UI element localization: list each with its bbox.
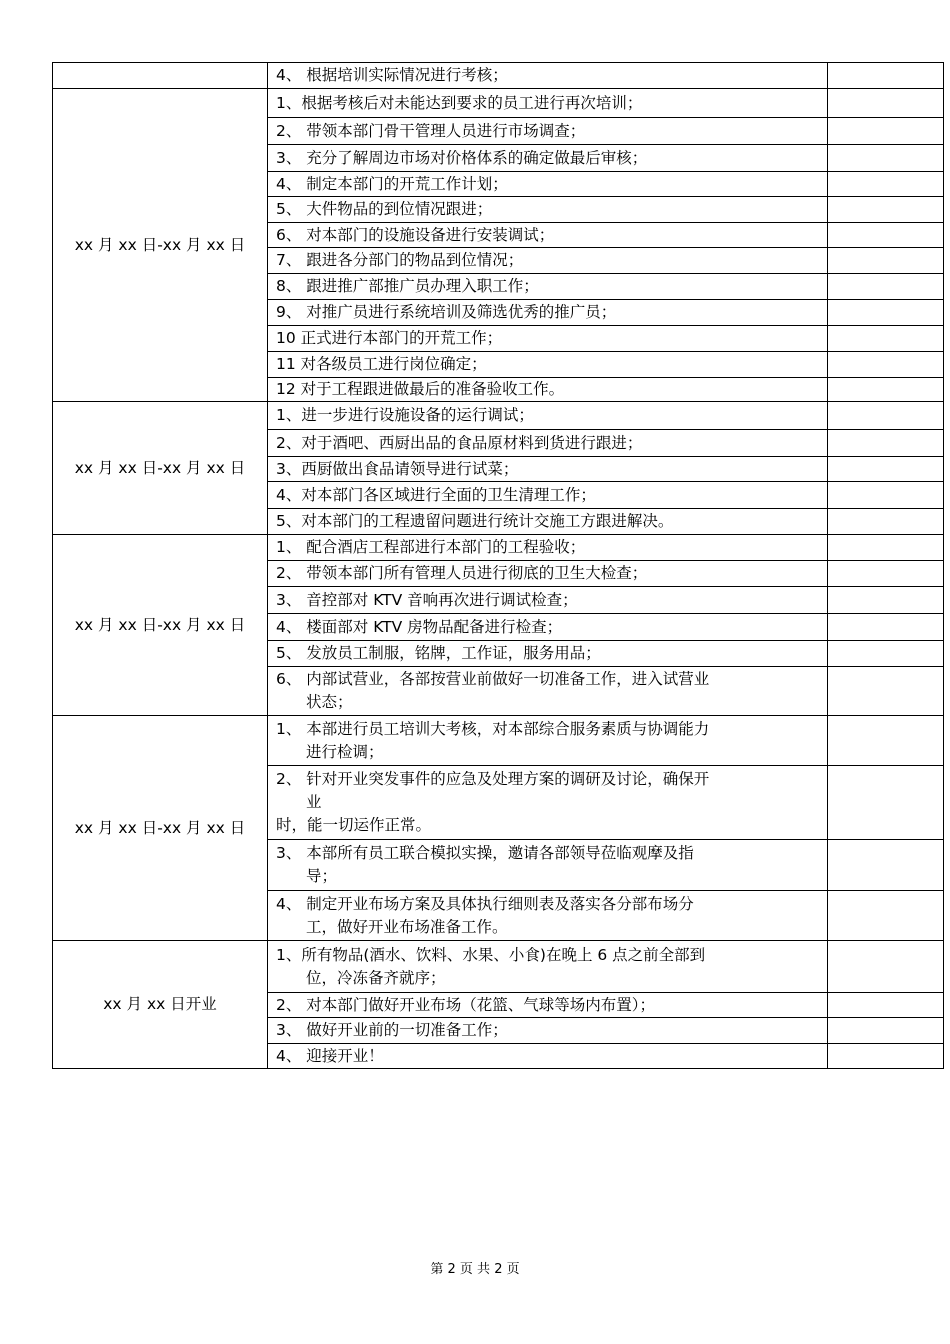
task-cell: 3、西厨做出食品请领导进行试菜； [268, 457, 828, 482]
table-row [53, 716, 944, 766]
date-range-cell: xx 月 xx 日-xx 月 xx 日 [53, 535, 268, 716]
task-cell [268, 716, 828, 766]
remark-cell [828, 118, 944, 145]
remark-cell [828, 891, 944, 941]
remark-cell [828, 378, 944, 402]
task-line: 1、所有物品(酒水、饮料、水果、小食)在晚上 6 点之前全部到 [276, 945, 706, 964]
page-footer: 第 2 页 共 2 页 [430, 1262, 520, 1277]
task-cell: 4、 根据培训实际情况进行考核； [268, 63, 828, 89]
remark-cell [828, 352, 944, 378]
date-range-cell: xx 月 xx 日开业 [53, 941, 268, 1069]
remark-cell [828, 482, 944, 509]
task-cell: 4、 楼面部对 KTV 房物品配备进行检查； [268, 614, 828, 641]
task-line: 业 [306, 793, 322, 811]
task-cell: 9、 对推广员进行系统培训及筛选优秀的推广员； [268, 300, 828, 326]
remark-cell [828, 223, 944, 248]
table-row [53, 63, 944, 89]
task-cell: 4、 迎接开业！ [268, 1044, 828, 1069]
remark-cell [828, 326, 944, 352]
remark-cell [828, 840, 944, 891]
remark-cell [828, 561, 944, 587]
task-cell [268, 891, 828, 941]
task-cell: 2、 带领本部门骨干管理人员进行市场调查； [268, 118, 828, 145]
schedule-table [52, 62, 944, 1069]
table-row [53, 941, 944, 993]
table-row [53, 402, 944, 430]
task-cell: 4、 制定本部门的开荒工作计划； [268, 172, 828, 197]
task-cell: 3、 充分了解周边市场对价格体系的确定做最后审核； [268, 145, 828, 172]
task-cell: 10 正式进行本部门的开荒工作； [268, 326, 828, 352]
task-cell: 7、 跟进各分部门的物品到位情况； [268, 248, 828, 274]
date-range-cell: xx 月 xx 日-xx 月 xx 日 [53, 716, 268, 941]
task-cell: 6、 对本部门的设施设备进行安装调试； [268, 223, 828, 248]
remark-cell [828, 145, 944, 172]
task-cell: 2、对于酒吧、西厨出品的食品原材料到货进行跟进； [268, 430, 828, 457]
task-line: 1、 本部进行员工培训大考核，对本部综合服务素质与协调能力 [276, 719, 710, 738]
remark-cell [828, 941, 944, 993]
task-line: 工，做好开业布场准备工作。 [306, 917, 508, 936]
remark-cell [828, 197, 944, 223]
task-line: 6、 内部试营业，各部按营业前做好一切准备工作，进入试营业 [276, 670, 710, 688]
task-line: 导； [306, 867, 338, 885]
remark-cell [828, 993, 944, 1018]
task-cell: 5、对本部门的工程遗留问题进行统计交施工方跟进解决。 [268, 509, 828, 535]
task-line: 2、 针对开业突发事件的应急及处理方案的调研及讨论，确保开 [276, 770, 710, 788]
remark-cell [828, 402, 944, 430]
task-line: 4、 制定开业布场方案及具体执行细则表及落实各分部布场分 [276, 894, 694, 913]
remark-cell [828, 172, 944, 197]
task-cell: 1、 配合酒店工程部进行本部门的工程验收； [268, 535, 828, 561]
task-cell: 5、 大件物品的到位情况跟进； [268, 197, 828, 223]
task-line: 进行检调； [306, 742, 384, 761]
task-line: 3、 本部所有员工联合模拟实操，邀请各部领导莅临观摩及指 [276, 844, 694, 862]
task-cell: 12 对于工程跟进做最后的准备验收工作。 [268, 378, 828, 402]
task-cell: 8、 跟进推广部推广员办理入职工作； [268, 274, 828, 300]
task-line: 状态； [306, 693, 353, 711]
task-cell: 3、 做好开业前的一切准备工作； [268, 1018, 828, 1044]
task-cell: 11 对各级员工进行岗位确定； [268, 352, 828, 378]
remark-cell [828, 274, 944, 300]
task-cell: 5、 发放员工制服，铭牌，工作证，服务用品； [268, 641, 828, 667]
remark-cell [828, 641, 944, 667]
remark-cell [828, 457, 944, 482]
schedule-table-body [53, 63, 944, 1069]
remark-cell [828, 63, 944, 89]
date-range-cell [53, 63, 268, 89]
task-cell [268, 941, 828, 993]
task-cell: 3、 音控部对 KTV 音响再次进行调试检查； [268, 587, 828, 614]
remark-cell [828, 667, 944, 716]
task-cell [268, 840, 828, 891]
table-row [53, 535, 944, 561]
remark-cell [828, 300, 944, 326]
remark-cell [828, 716, 944, 766]
remark-cell [828, 587, 944, 614]
remark-cell [828, 535, 944, 561]
remark-cell [828, 614, 944, 641]
table-row [53, 89, 944, 118]
task-cell: 2、 带领本部门所有管理人员进行彻底的卫生大检查； [268, 561, 828, 587]
date-range-cell: xx 月 xx 日-xx 月 xx 日 [53, 89, 268, 402]
remark-cell [828, 89, 944, 118]
remark-cell [828, 1018, 944, 1044]
remark-cell [828, 430, 944, 457]
task-cell: 1、根据考核后对未能达到要求的员工进行再次培训； [268, 89, 828, 118]
date-range-cell: xx 月 xx 日-xx 月 xx 日 [53, 402, 268, 535]
task-cell [268, 667, 828, 716]
task-cell: 4、对本部门各区域进行全面的卫生清理工作； [268, 482, 828, 509]
remark-cell [828, 248, 944, 274]
remark-cell [828, 509, 944, 535]
task-line: 位，冷冻备齐就序； [306, 968, 446, 987]
remark-cell [828, 766, 944, 840]
task-cell: 1、进一步进行设施设备的运行调试； [268, 402, 828, 430]
task-line: 时，能一切运作正常。 [276, 816, 432, 834]
task-cell [268, 766, 828, 840]
task-cell: 2、 对本部门做好开业布场（花篮、气球等场内布置）； [268, 993, 828, 1018]
remark-cell [828, 1044, 944, 1069]
